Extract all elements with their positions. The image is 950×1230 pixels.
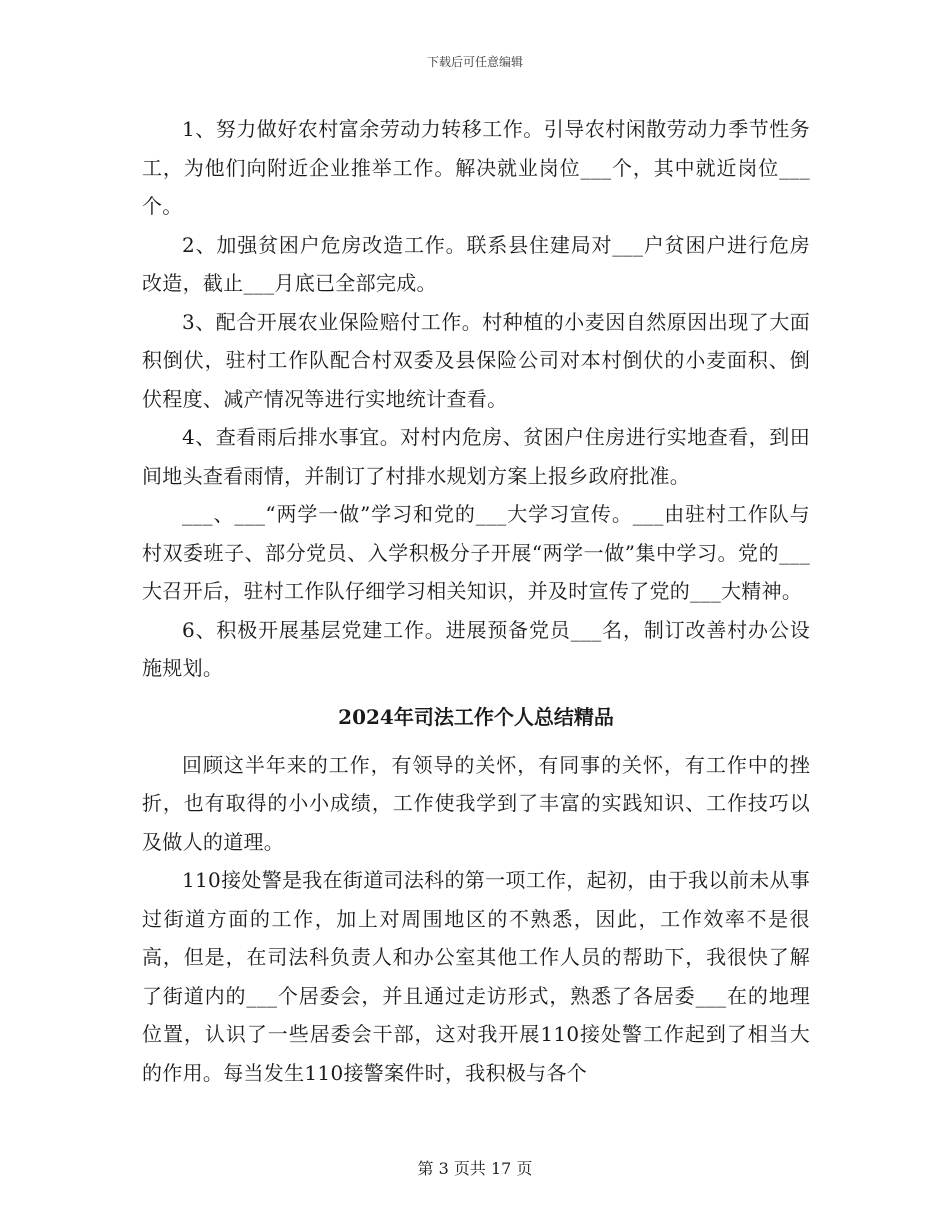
page-footer: 第 3 页共 17 页 xyxy=(417,1159,533,1178)
paragraph-5: ___、___“两学一做”学习和党的___大学习宣传。___由驻村工作队与村双委班子、部分党员、入学积极分子开展“两学一做”集中学习。党的___大召开后，驻村工作队仔细学习相关知识，并及时宣传了党的___大精神。 xyxy=(142,502,810,603)
paragraph-2: 2、加强贫困户危房改造工作。联系县住建局对___户贫困户进行危房改造，截止___月底已全部完成。 xyxy=(142,232,810,295)
paragraph-7: 回顾这半年来的工作，有领导的关怀，有同事的关怀，有工作中的挫折，也有取得的小小成绩，工作使我学到了丰富的实践知识、工作技巧以及做人的道理。 xyxy=(142,752,810,854)
document-body xyxy=(142,110,810,1092)
paragraph-8: 110接处警是我在街道司法科的第一项工作，起初，由于我以前未从事过街道方面的工作，加上对周围地区的不熟悉，因此，工作效率不是很高，但是，在司法科负责人和办公室其他工作人员的帮助下，我很快了解了街道内的___个居委会，并且通过走访形式，熟悉了各居委___在的地理位置，认识了一些居委会干部，这对我开展110接处警工作起到了相当大的作用。每当发生110接警案件时，我积极与各个 xyxy=(142,868,810,1085)
paragraph-3: 3、配合开展农业保险赔付工作。村种植的小麦因自然原因出现了大面积倒伏，驻村工作队配合村双委及县保险公司对本村倒伏的小麦面积、倒伏程度、减产情况等进行实地统计查看。 xyxy=(142,309,810,411)
section-title: 2024年司法工作个人总结精品 xyxy=(338,704,614,729)
header-note: 下载后可任意编辑 xyxy=(426,55,523,69)
paragraph-6: 6、积极开展基层党建工作。进展预备党员___名，制订改善村办公设施规划。 xyxy=(142,617,810,680)
paragraph-1: 1、努力做好农村富余劳动力转移工作。引导农村闲散劳动力季节性务工，为他们向附近企业推举工作。解决就业岗位___个，其中就近岗位___个。 xyxy=(142,117,810,218)
paragraph-4: 4、查看雨后排水事宜。对村内危房、贫困户住房进行实地查看，到田间地头查看雨情，并制订了村排水规划方案上报乡政府批准。 xyxy=(142,425,810,488)
